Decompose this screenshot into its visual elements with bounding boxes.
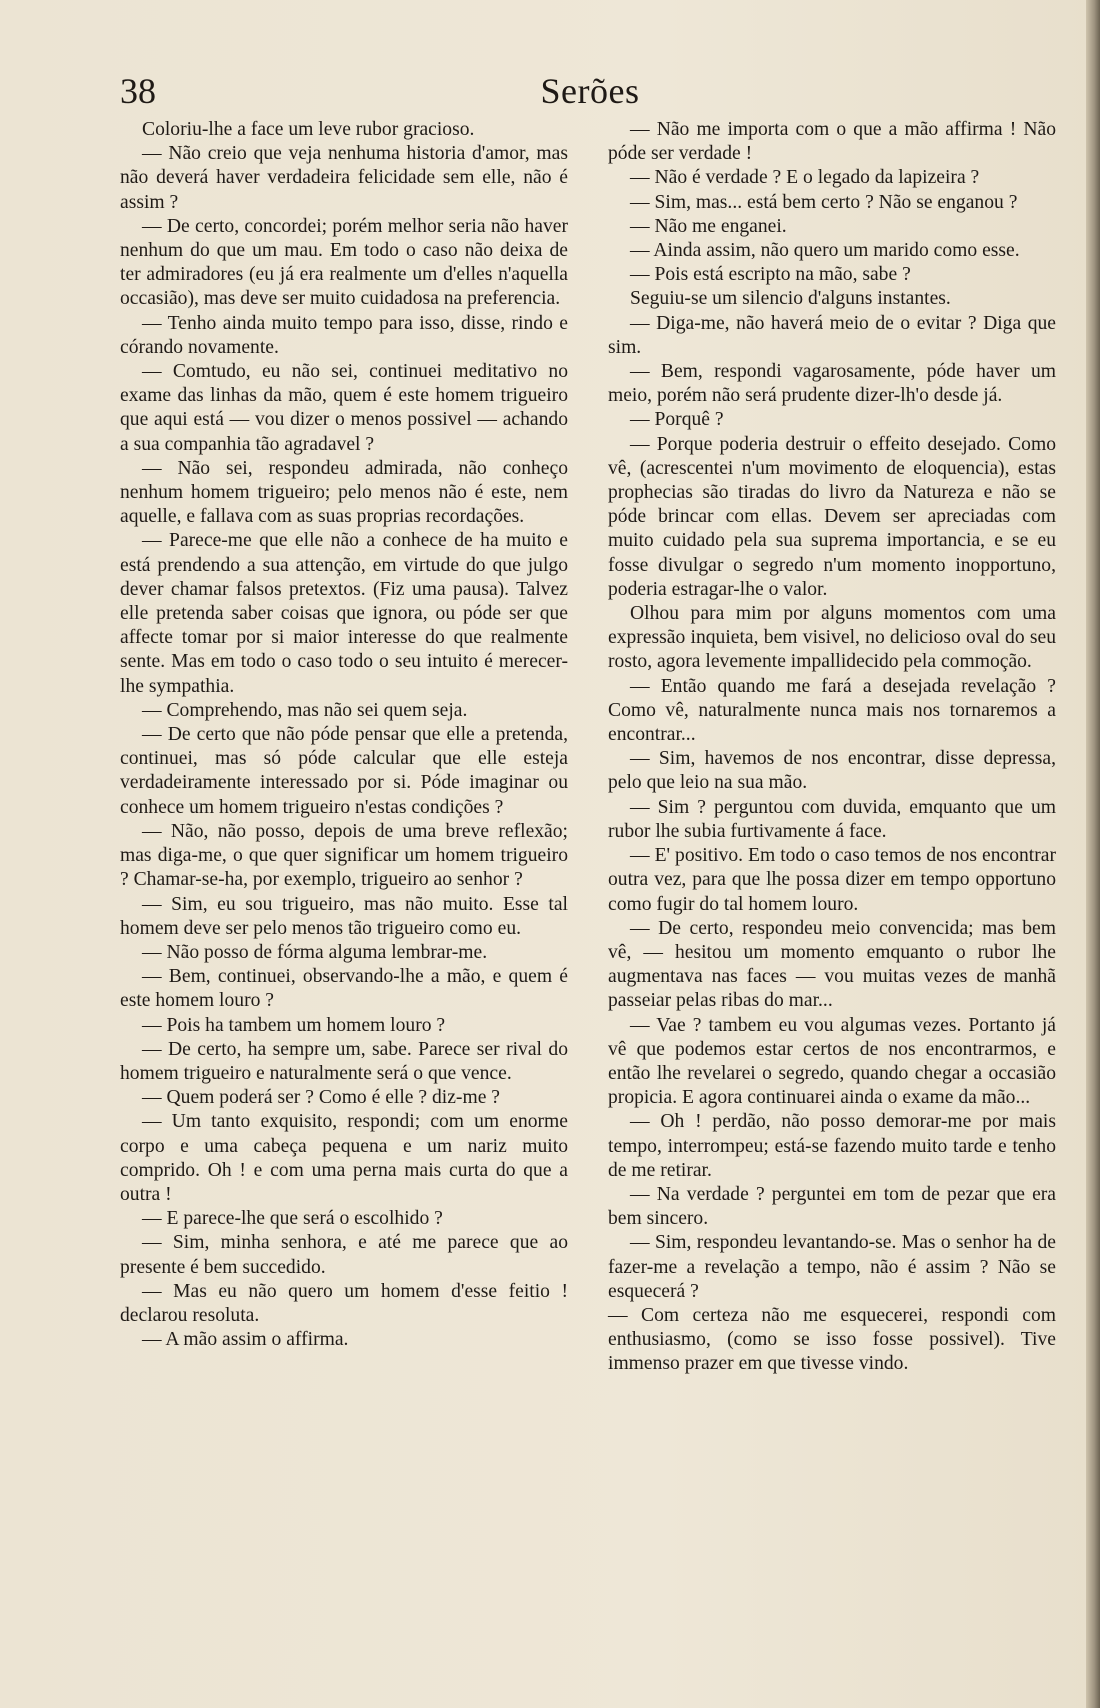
paragraph: — Ainda assim, não quero um marido como esse. bbox=[630, 240, 1020, 262]
paragraph: — Vae ? tambem eu vou algumas vezes. Portanto já vê que podemos estar certos de nos encontrarmos, e então lhe revelarei o segredo, quando chegar a occasião propicia. E agora continuarei ainda o exame da mão... bbox=[608, 1014, 1056, 1109]
paragraph: — Pois ha tambem um homem louro ? bbox=[142, 1014, 446, 1036]
paragraph: — Parece-me que elle não a conhece de ha muito e está prendendo a sua attenção, em virtude do que julgo dever chamar falsos pretextos. (Fiz uma pausa). Talvez elle pretenda saber coisas que ignora, ou póde ser que affecte tomar por si maior interesse do que realmente sente. Mas em todo o caso todo o seu intuito é merecer-lhe sympathia. bbox=[120, 530, 568, 697]
paragraph: — Não creio que veja nenhuma historia d'amor, mas não deverá haver verdadeira felicidade sem elle, não é assim ? bbox=[120, 143, 568, 213]
paragraph: — Bem, respondi vagarosamente, póde haver um meio, porém não será prudente dizer-lh'o desde já. bbox=[608, 361, 1056, 407]
paragraph: — Bem, continuei, observando-lhe a mão, e quem é este homem louro ? bbox=[120, 966, 568, 1012]
paragraph: — Porquê ? bbox=[630, 409, 724, 431]
paragraph: Coloriu-lhe a face um leve rubor gracioso. bbox=[142, 119, 475, 140]
paragraph: — Porque poderia destruir o effeito desejado. Como vê, (acrescentei n'um movimento de eloquencia), estas prophecias são tiradas do livro da Natureza e não se póde brincar com ellas. Devem ser apreciadas com muito cuidado pela sua suprema importancia, e se eu fosse divulgar o segredo n'um momento inopportuno, poderia estragar-lhe o valor. bbox=[608, 433, 1056, 600]
paragraph: — Não posso de fórma alguma lembrar-me. bbox=[142, 941, 488, 963]
paragraph: — Sim, eu sou trigueiro, mas não muito. Esse tal homem deve ser pelo menos tão trigueiro como eu. bbox=[120, 893, 568, 939]
paragraph: — Comprehendo, mas não sei quem seja. bbox=[142, 699, 468, 721]
paragraph: — Oh ! perdão, não posso demorar-me por mais tempo, interrompeu; está-se fazendo muito tarde e tenho de me retirar. bbox=[608, 1111, 1056, 1181]
paragraph: — E parece-lhe que será o escolhido ? bbox=[142, 1208, 443, 1230]
paragraph: — Não sei, respondeu admirada, não conheço nenhum homem trigueiro; pelo menos não é este, nem aquelle, e fallava com as suas proprias recordações. bbox=[120, 457, 568, 528]
paragraph: — Tenho ainda muito tempo para isso, disse, rindo e córando novamente. bbox=[120, 312, 568, 358]
paragraph: — Diga-me, não haverá meio de o evitar ? Diga que sim. bbox=[608, 312, 1056, 358]
paragraph: — Com certeza não me esquecerei, respondi com enthusiasmo, (como se isso fosse possivel). Tive immenso prazer em que tivesse vindo. bbox=[608, 1304, 1056, 1375]
text-column-left bbox=[120, 118, 568, 1352]
paragraph: — De certo que não póde pensar que elle a pretenda, continuei, mas só póde calcular que elle esteja verdadeiramente interessado por si. Póde imaginar ou conhece um homem trigueiro n'estas condições ? bbox=[120, 724, 568, 818]
page-number: 38 bbox=[120, 71, 156, 111]
paragraph: — Sim, havemos de nos encontrar, disse depressa, pelo que leio na sua mão. bbox=[608, 748, 1056, 794]
paragraph: — Na verdade ? perguntei em tom de pezar que era bem sincero. bbox=[608, 1183, 1056, 1230]
paragraph: — Sim, minha senhora, e até me parece que ao presente é bem succedido. bbox=[120, 1232, 568, 1278]
page-edge bbox=[1086, 0, 1100, 1708]
paragraph: — Pois está escripto na mão, sabe ? bbox=[630, 264, 911, 286]
paragraph: — A mão assim o affirma. bbox=[142, 1329, 349, 1351]
text-column-right bbox=[608, 118, 1056, 1377]
paragraph: — Comtudo, eu não sei, continuei meditativo no exame das linhas da mão, quem é este homem trigueiro que aqui está — vou dizer o menos possivel — achando a sua companhia tão agradavel ? bbox=[120, 361, 568, 455]
paragraph: — Mas eu não quero um homem d'esse feitio ! declarou resoluta. bbox=[120, 1280, 568, 1326]
paragraph: — De certo, concordei; porém melhor seria não haver nenhum do que um mau. Em todo o caso não deixa de ter admiradores (eu já era realmente um d'elles n'aquella occasião), mas deve ser muito cuidadosa na preferencia. bbox=[120, 215, 568, 310]
paragraph: Seguiu-se um silencio d'alguns instantes. bbox=[630, 288, 951, 310]
paragraph: — Então quando me fará a desejada revelação ? Como vê, naturalmente nunca mais nos tornaremos a encontrar... bbox=[608, 675, 1056, 746]
paragraph: — De certo, ha sempre um, sabe. Parece ser rival do homem trigueiro e naturalmente será o que vence. bbox=[120, 1038, 568, 1084]
paragraph: — Sim ? perguntou com duvida, emquanto que um rubor lhe subia furtivamente á face. bbox=[608, 796, 1056, 842]
running-title: Serões bbox=[540, 71, 640, 111]
paragraph: — Não é verdade ? E o legado da lapizeira ? bbox=[630, 167, 980, 189]
paragraph: — Sim, mas... está bem certo ? Não se enganou ? bbox=[630, 191, 1018, 213]
paragraph: — Não me importa com o que a mão affirma ! Não póde ser verdade ! bbox=[608, 119, 1056, 165]
paragraph: — E' positivo. Em todo o caso temos de nos encontrar outra vez, para que lhe possa dizer em tempo opportuno como fugir do tal homem louro. bbox=[608, 845, 1056, 915]
paragraph: — Não, não posso, depois de uma breve reflexão; mas diga-me, o que quer significar um homem trigueiro ? Chamar-se-ha, por exemplo, trigueiro ao senhor ? bbox=[120, 820, 568, 891]
page-header bbox=[120, 66, 1060, 116]
paragraph: — Não me enganei. bbox=[630, 215, 787, 237]
paragraph: — De certo, respondeu meio convencida; mas bem vê, — hesitou um momento emquanto o rubor lhe augmentava nas faces — vou muitas vezes de manhã passeiar pelas ribas do mar... bbox=[608, 917, 1056, 1012]
paragraph: — Um tanto exquisito, respondi; com um enorme corpo e uma cabeça pequena e um nariz muito comprido. Oh ! e com uma perna mais curta do que a outra ! bbox=[120, 1111, 568, 1205]
paragraph: — Sim, respondeu levantando-se. Mas o senhor ha de fazer-me a revelação a tempo, não é assim ? Não se esquecerá ? bbox=[608, 1232, 1056, 1302]
paragraph: Olhou para mim por alguns momentos com uma expressão inquieta, bem visivel, no delicioso oval do seu rosto, agora levemente impallidecido pela commoção. bbox=[608, 603, 1056, 673]
paragraph: — Quem poderá ser ? Como é elle ? diz-me ? bbox=[142, 1087, 500, 1109]
